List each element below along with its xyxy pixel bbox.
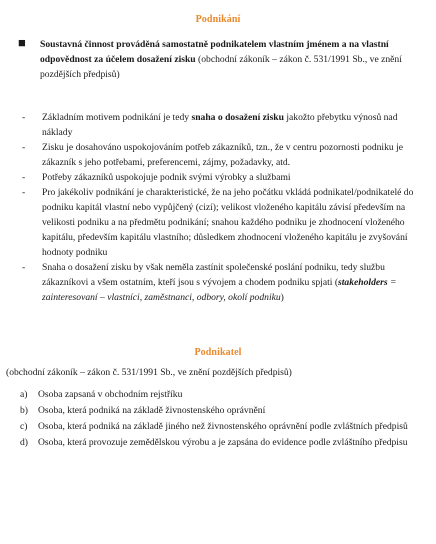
stakeholders-definition: = zainteresovaní – vlastníci, zaměstnanci, odbory, okolí podniku xyxy=(42,277,397,303)
podnikani-list xyxy=(22,110,422,305)
list-item: a) Osoba zapsaná v obchodním rejstříku xyxy=(20,389,183,400)
section-title-podnikani: Podnikání xyxy=(195,14,241,25)
dash-bullet: - xyxy=(22,262,26,273)
zisk-bold: snaha o dosažení zisku xyxy=(191,112,284,123)
dash-bullet: - xyxy=(22,142,26,153)
list-item: - Pro jakékoliv podnikání je charakteristické, že na jeho počátku vkládá podnikatel/podnikatelé do podniku kapitál vlastní nebo vypůjčený (cizí); velikost vloženého kapitálu závisí především na velikosti podniku a na předmětu podnikání; snahou každého podniku je zhodnocení vloženého kapitálu, především kapitálu vlastního; důsledkem zhodnocení vloženého kapitálu je zvyšování hodnoty podniku xyxy=(22,187,414,258)
list-item: d) Osoba, která provozuje zemědělskou výrobu a je zapsána do evidence podle zvláštního předpisu xyxy=(20,437,408,448)
list-marker: d) xyxy=(20,437,28,448)
definition-bold-text: Soustavná činnost prováděná samostatně podnikatelem vlastním jménem a na vlastní odpovědnost za účelem dosažení zisku xyxy=(40,39,389,65)
definition-paragraph xyxy=(18,37,418,82)
dash-bullet: - xyxy=(22,187,26,198)
podnikatel-list xyxy=(20,387,420,451)
list-item: - Základním motivem podnikání je tedy snaha o dosažení zisku jakožto přebytku výnosů nad náklady xyxy=(22,112,398,138)
list-marker: a) xyxy=(20,389,28,400)
section-title-podnikatel: Podnikatel xyxy=(194,347,242,358)
list-item: - Snaha o dosažení zisku by však neměla zastínit společenské poslání podniku, tedy službu zákazníkovi a všem ostatním, kteří jsou s vývojem a chodem podniku spjati (stakeholders = zainteresovaní – vlastníci, zaměstnanci, odbory, okolí podniku) xyxy=(22,262,397,303)
stakeholders-term: stakeholders xyxy=(338,277,388,288)
dash-bullet: - xyxy=(22,112,26,123)
list-item: b) Osoba, která podniká na základě živnostenského oprávnění xyxy=(20,405,266,416)
list-item: - Potřeby zákazníků uspokojuje podnik svými výrobky a službami xyxy=(22,172,291,183)
podnikatel-citation: (obchodní zákoník – zákon č. 531/1991 Sb., ve znění pozdějších předpisů) xyxy=(6,367,292,378)
definition-citation: (obchodní zákoník – zákon č. 531/1991 Sb., ve znění pozdějších předpisů) xyxy=(40,54,402,80)
list-marker: c) xyxy=(20,421,28,432)
square-bullet-icon: ■ xyxy=(18,35,26,50)
dash-bullet: - xyxy=(22,172,26,183)
list-item: - Zisku je dosahováno uspokojováním potřeb zákazníků, tzn., že v centru pozornosti podniku je zákazník s jeho potřebami, preferencemi, zájmy, požadavky, atd. xyxy=(22,142,404,168)
list-marker: b) xyxy=(20,405,28,416)
list-item: c) Osoba, která podniká na základě jiného než živnostenského oprávnění podle zvláštních předpisů xyxy=(20,421,408,432)
